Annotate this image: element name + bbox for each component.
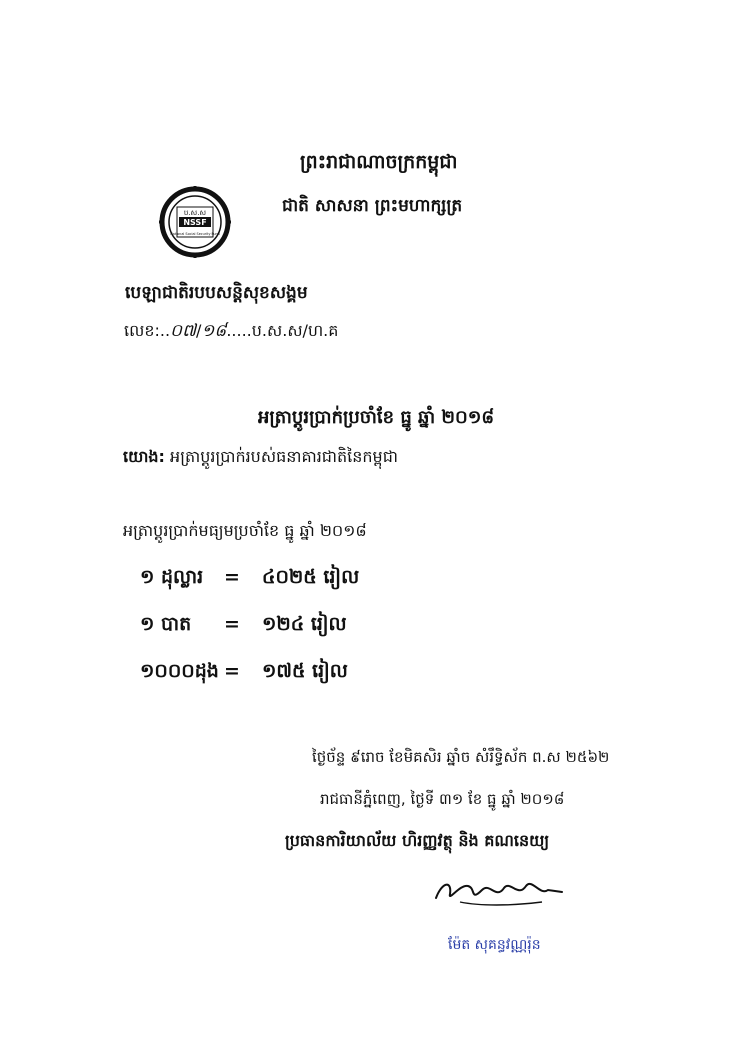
solar-date: រាជធានីភ្នំពេញ, ថ្ងៃទី ៣១ ខែ ធ្នូ ឆ្នាំ ២០១៨	[320, 790, 565, 808]
average-rate-label: អត្រាប្តូរប្រាក់មធ្យមប្រចាំខែ ធ្នូ ឆ្នាំ ២០១៨	[123, 521, 367, 540]
reference-handwritten-year: ១៨	[201, 321, 227, 341]
rate-equals: =	[224, 566, 240, 588]
reference-handwritten-number: ០៧	[170, 321, 197, 341]
document-title: អត្រាប្តូរប្រាក់ប្រចាំខែ ធ្នូ ឆ្នាំ ២០១៨	[258, 407, 495, 428]
rate-currency: ១០០០ដុង	[140, 660, 219, 682]
national-motto: ជាតិ សាសនា ព្រះមហាក្សត្រ	[282, 196, 463, 216]
reference-prefix: លេខ:	[124, 321, 160, 340]
lunar-date: ថ្ងៃច័ន្ទ ៩រោច ខែមិគសិរ ឆ្នាំច សំរឹទ្ធិស័ក ព.ស ២៥៦២	[312, 748, 610, 766]
rate-equals: =	[224, 660, 240, 682]
rate-currency: ១ ដុល្លារ	[140, 566, 204, 588]
basis-text: អត្រាប្តូរប្រាក់របស់ធនាគារជាតិនៃកម្ពុជា	[170, 447, 398, 466]
reference-number: លេខ:..០៧/១៨.....ប.ស.ស/ហ.គ	[124, 321, 339, 341]
logo-text-ring: National Social Security Fund	[170, 232, 220, 236]
basis-line	[123, 446, 398, 470]
rate-row	[140, 612, 347, 640]
basis-label: យោង:	[123, 447, 165, 466]
reference-suffix: ប.ស.ស/ហ.គ	[251, 321, 339, 340]
logo-text-mid: NSSF	[183, 218, 207, 227]
signatory-office: ប្រធានការិយាល័យ ហិរញ្ញវត្ថុ និង គណនេយ្យ	[285, 831, 550, 850]
rate-row	[140, 565, 359, 593]
rate-row	[140, 659, 348, 687]
rate-amount: ១២៤ រៀល	[262, 613, 347, 635]
nssf-logo	[148, 185, 242, 259]
organization-name: បេឡាជាតិរបបសន្តិសុខសង្គម	[125, 283, 308, 303]
rate-amount: ៤០២៥ រៀល	[262, 566, 360, 588]
signature	[430, 872, 570, 912]
rate-amount: ១៧៥ រៀល	[262, 660, 348, 682]
signatory-name: ម៉ែត សុគន្ធវណ្ណរ៉ុន	[448, 937, 541, 953]
kingdom-heading: ព្រះរាជាណាចក្រកម្ពុជា	[300, 151, 458, 173]
rate-equals: =	[224, 613, 240, 635]
logo-text-top: ប.ស.ស	[183, 209, 207, 217]
rate-currency: ១ បាត	[140, 613, 192, 635]
